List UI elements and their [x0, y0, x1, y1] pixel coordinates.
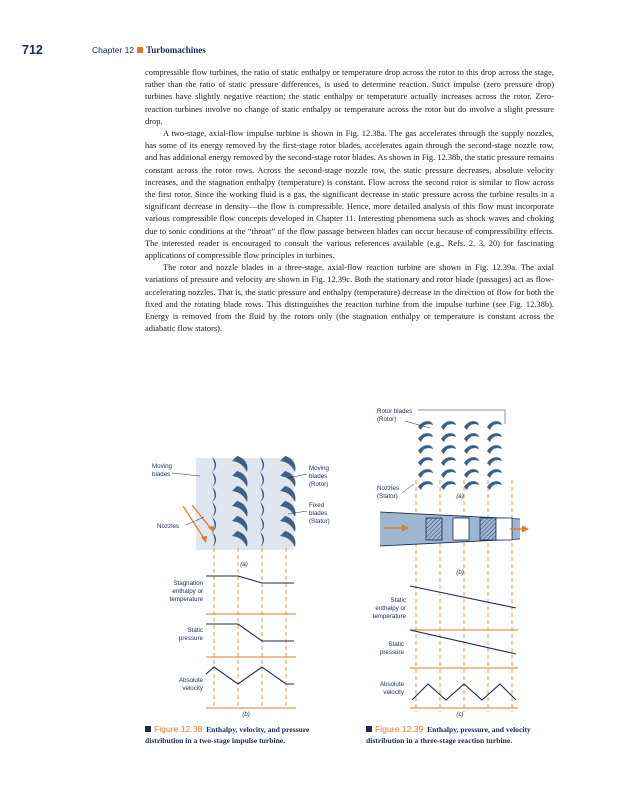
rotor-blade — [441, 433, 456, 442]
fig38-label-stator: blades — [309, 510, 328, 517]
rotor-blade — [464, 421, 479, 430]
fig38-label-nozzles: Nozzles — [157, 523, 180, 530]
fig38-sub-b: (b) — [242, 711, 250, 718]
paragraph: A two-stage, axial-flow impulse turbine is shown in Fig. 12.38a. The gas accelerates through the supply nozzles, has some of its energy removed by the first-stage rotor blades, accelerates again through the second-stage nozzle row, and has additional energy removed by the second-stage rotor blades. As shown in Fig. 12.38b, the static pressure remains constant across the rotor rows. Across the second-stage nozzle row, the static pressure decreases, absolute velocity increases, and the stagnation enthalpy (temperature) is constant. Flow across the second rotor is similar to flow across the first rotor. Since the working fluid is a gas, the significant decrease in static pressure across the turbine results in a significant decrease in density—the flow is compressible. Hence, more detailed analysis of this flow must incorporate various compressible flow concepts developed in Chapter 11. Interesting phenomena such as shock waves and choking due to sonic conditions at the “throat” of the flow passage between blades can occur because of compressibility effects. The interested reader is encouraged to consult the various references available (e.g., Refs. 2, 3, 20) for fascinating applications of compressible flow principles in turbines. — [145, 128, 554, 261]
fig39-label-abs: Absolute — [379, 681, 404, 688]
fig38-b-plots — [206, 548, 296, 708]
fig39-label-rotor: (Rotor) — [377, 416, 397, 423]
fig38-label-stag: Stagnation — [173, 580, 203, 587]
fig39-label-nozzles: (Stator) — [377, 493, 398, 500]
fig39-label-static-enthalpy: enthalpy or — [375, 605, 406, 612]
fig39-sub-c: (c) — [456, 711, 464, 718]
chapter-title: Turbomachines — [146, 45, 206, 55]
fig38-label-abs: Absolute — [178, 677, 203, 684]
fig38-label-rotor: (Rotor) — [309, 481, 329, 488]
fig38-label-stag: temperature — [169, 596, 203, 603]
fig39-plots — [410, 586, 518, 708]
rotor-blade — [487, 481, 502, 490]
fig38-label-static: pressure — [178, 635, 203, 642]
rotor-blade — [441, 457, 456, 466]
rotor-blade — [487, 433, 502, 442]
rotor-blade — [441, 481, 456, 490]
fig39-caption — [366, 724, 546, 746]
caption-square-icon — [366, 726, 372, 732]
blade-section — [480, 518, 496, 540]
static-pressure-line — [410, 630, 516, 654]
fig39-labels — [373, 408, 505, 718]
rotor-blade — [464, 445, 479, 454]
fig39-label-rotor: Rotor blades — [377, 408, 413, 415]
fig38-sub-a: (a) — [240, 561, 248, 568]
fig39-sub-a: (a) — [456, 493, 464, 500]
rotor-blade — [487, 457, 502, 466]
fig38-a-blades — [183, 456, 296, 550]
fig38-label-rotor: blades — [309, 473, 328, 480]
fig38-label-stator: (Stator) — [309, 518, 330, 525]
fig38-label-stag: enthalpy or — [172, 588, 203, 595]
fig39-label-static-pressure: pressure — [379, 649, 404, 656]
fig38-label-rotor: Moving — [309, 465, 329, 472]
fig38-caption-number: Figure 12.38 — [154, 724, 203, 734]
rotor-blade — [487, 469, 502, 478]
fig39-label-abs: velocity — [383, 689, 404, 696]
stagnation-enthalpy-line — [206, 576, 294, 583]
blade-section — [453, 518, 469, 540]
rotor-blade — [418, 481, 433, 490]
fig38-caption-text: Enthalpy, velocity, and pressure distribution in a two-stage impulse turbine. — [145, 725, 310, 745]
static-pressure-line — [206, 624, 294, 641]
paragraph: The rotor and nozzle blades in a three-stage, axial-flow reaction turbine are shown in Fig. 12.39a. The axial variations of pressure and velocity are shown in Fig. 12.39c. Both the stationary and rotor blade (passages) act as flow-accelerating nozzles. That is, the static pressure and enthalpy (temperature) decrease in the direction of flow for both the fixed and the rotating blade rows. This distinguishes the reaction turbine from the impulse turbine (see Fig. 12.38b). Energy is removed from the fluid by the rotors only (the stagnation enthalpy or temperature is constant across the adiabatic flow stators). — [145, 262, 554, 334]
fig38-label-stator: Fixed — [309, 502, 325, 509]
rotor-blade — [487, 421, 502, 430]
rotor-blade — [418, 457, 433, 466]
page-number: 712 — [22, 43, 43, 57]
fig38-label-moving: Moving — [152, 463, 172, 470]
absolute-velocity-line — [206, 667, 294, 684]
blade-section — [426, 518, 442, 540]
rotor-blade — [441, 421, 456, 430]
fig39-label-nozzles: Nozzles — [377, 485, 400, 492]
fig39-label-static-enthalpy: temperature — [372, 613, 406, 620]
fig39-label-static-enthalpy: Static — [390, 597, 406, 604]
fig39-sub-b: (b) — [456, 569, 464, 576]
rotor-blade — [464, 481, 479, 490]
blade-section — [496, 518, 512, 540]
rotor-blade — [487, 445, 502, 454]
chapter-label: Chapter 12 — [92, 45, 135, 55]
rotor-blade — [418, 469, 433, 478]
paragraph: compressible flow turbines, the ratio of static enthalpy or temperature drop across the rotor to this drop across the stage, rather than the ratio of static pressure differences, is used to determine reaction. Strict impulse (zero pressure drop) turbines have slightly negative reaction; the static enthalpy or temperature actually increases across the rotor. Zero-reaction turbines involve no change of static enthalpy or temperature across the rotor but do involve a slight pressure drop. — [145, 67, 554, 126]
rotor-blade — [441, 445, 456, 454]
rotor-blade — [464, 433, 479, 442]
arrow-head-icon — [522, 526, 529, 533]
caption-square-icon — [145, 726, 151, 732]
rotor-blade — [418, 421, 433, 430]
fig38-label-static: Static — [187, 627, 203, 634]
static-enthalpy-line — [410, 586, 516, 608]
rotor-blade — [464, 457, 479, 466]
fig38-label-moving: blades — [152, 471, 171, 478]
fig39-caption-number: Figure 12.39 — [375, 724, 424, 734]
fig39-caption-text: Enthalpy, pressure, and velocity distribution in a three-stage reaction turbine. — [366, 725, 531, 745]
rotor-blade — [464, 469, 479, 478]
rotor-blade — [418, 433, 433, 442]
fig39-label-static-pressure: Static — [388, 641, 404, 648]
fig38-label-abs: velocity — [182, 685, 203, 692]
rotor-blade — [418, 445, 433, 454]
fig38-caption — [145, 724, 341, 746]
rotor-blade — [441, 469, 456, 478]
